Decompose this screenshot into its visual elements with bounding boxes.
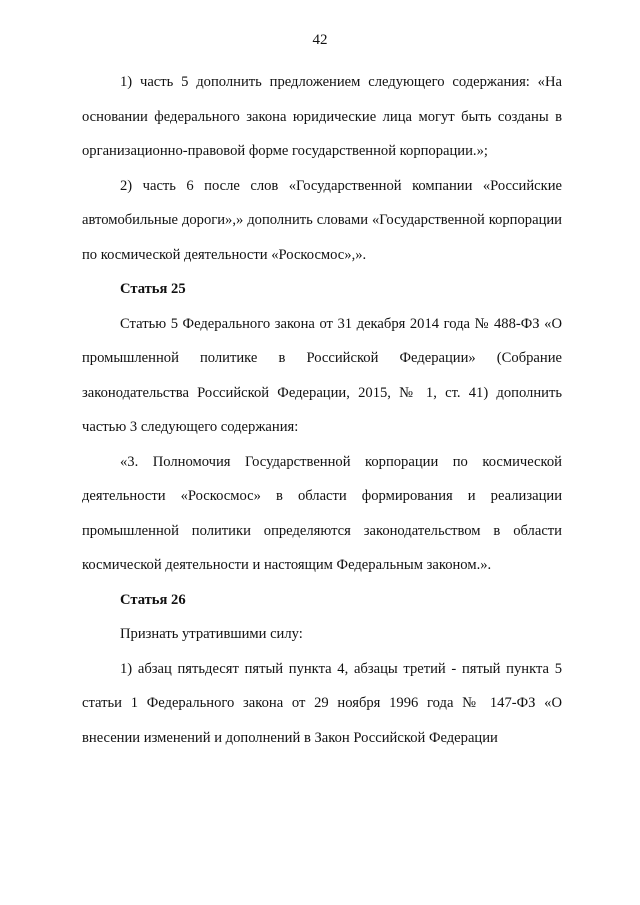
article-heading-26: Статья 26 [120,591,186,608]
paragraph-5: Признать утратившими силу: [120,626,303,642]
paragraph-3: Статью 5 Федерального закона от 31 декабря 2014 года № 488-ФЗ «О промышленной политике в Российской Федерации» (Собрание законодательства Российской Федерации, 2015, № 1, ст. 41) дополнить частью 3 следующего содержания: [82,315,562,435]
paragraph-2: 2) часть 6 после слов «Государственной компании «Российские автомобильные дороги»,» дополнить словами «Государственной корпорации по космической деятельности «Роскосмос»,». [82,177,562,263]
paragraph-6: 1) абзац пятьдесят пятый пункта 4, абзацы третий - пятый пункта 5 статьи 1 Федерального закона от 29 ноября 1996 года № 147-ФЗ «О внесении изменений и дополнений в Закон Российской Федерации [82,660,562,746]
page-number: 42 [312,32,328,48]
paragraph-4: «3. Полномочия Государственной корпорации по космической деятельности «Роскосмос» в области формирования и реализации промышленной политики определяются законодательством в области космической деятельности и настоящим Федеральным законом.». [82,453,562,573]
article-heading-25: Статья 25 [120,281,186,297]
paragraph-1: 1) часть 5 дополнить предложением следующего содержания: «На основании федерального закона юридические лица могут быть созданы в организационно-правовой форме государственной корпорации.»; [82,74,562,159]
document-body [82,65,562,755]
